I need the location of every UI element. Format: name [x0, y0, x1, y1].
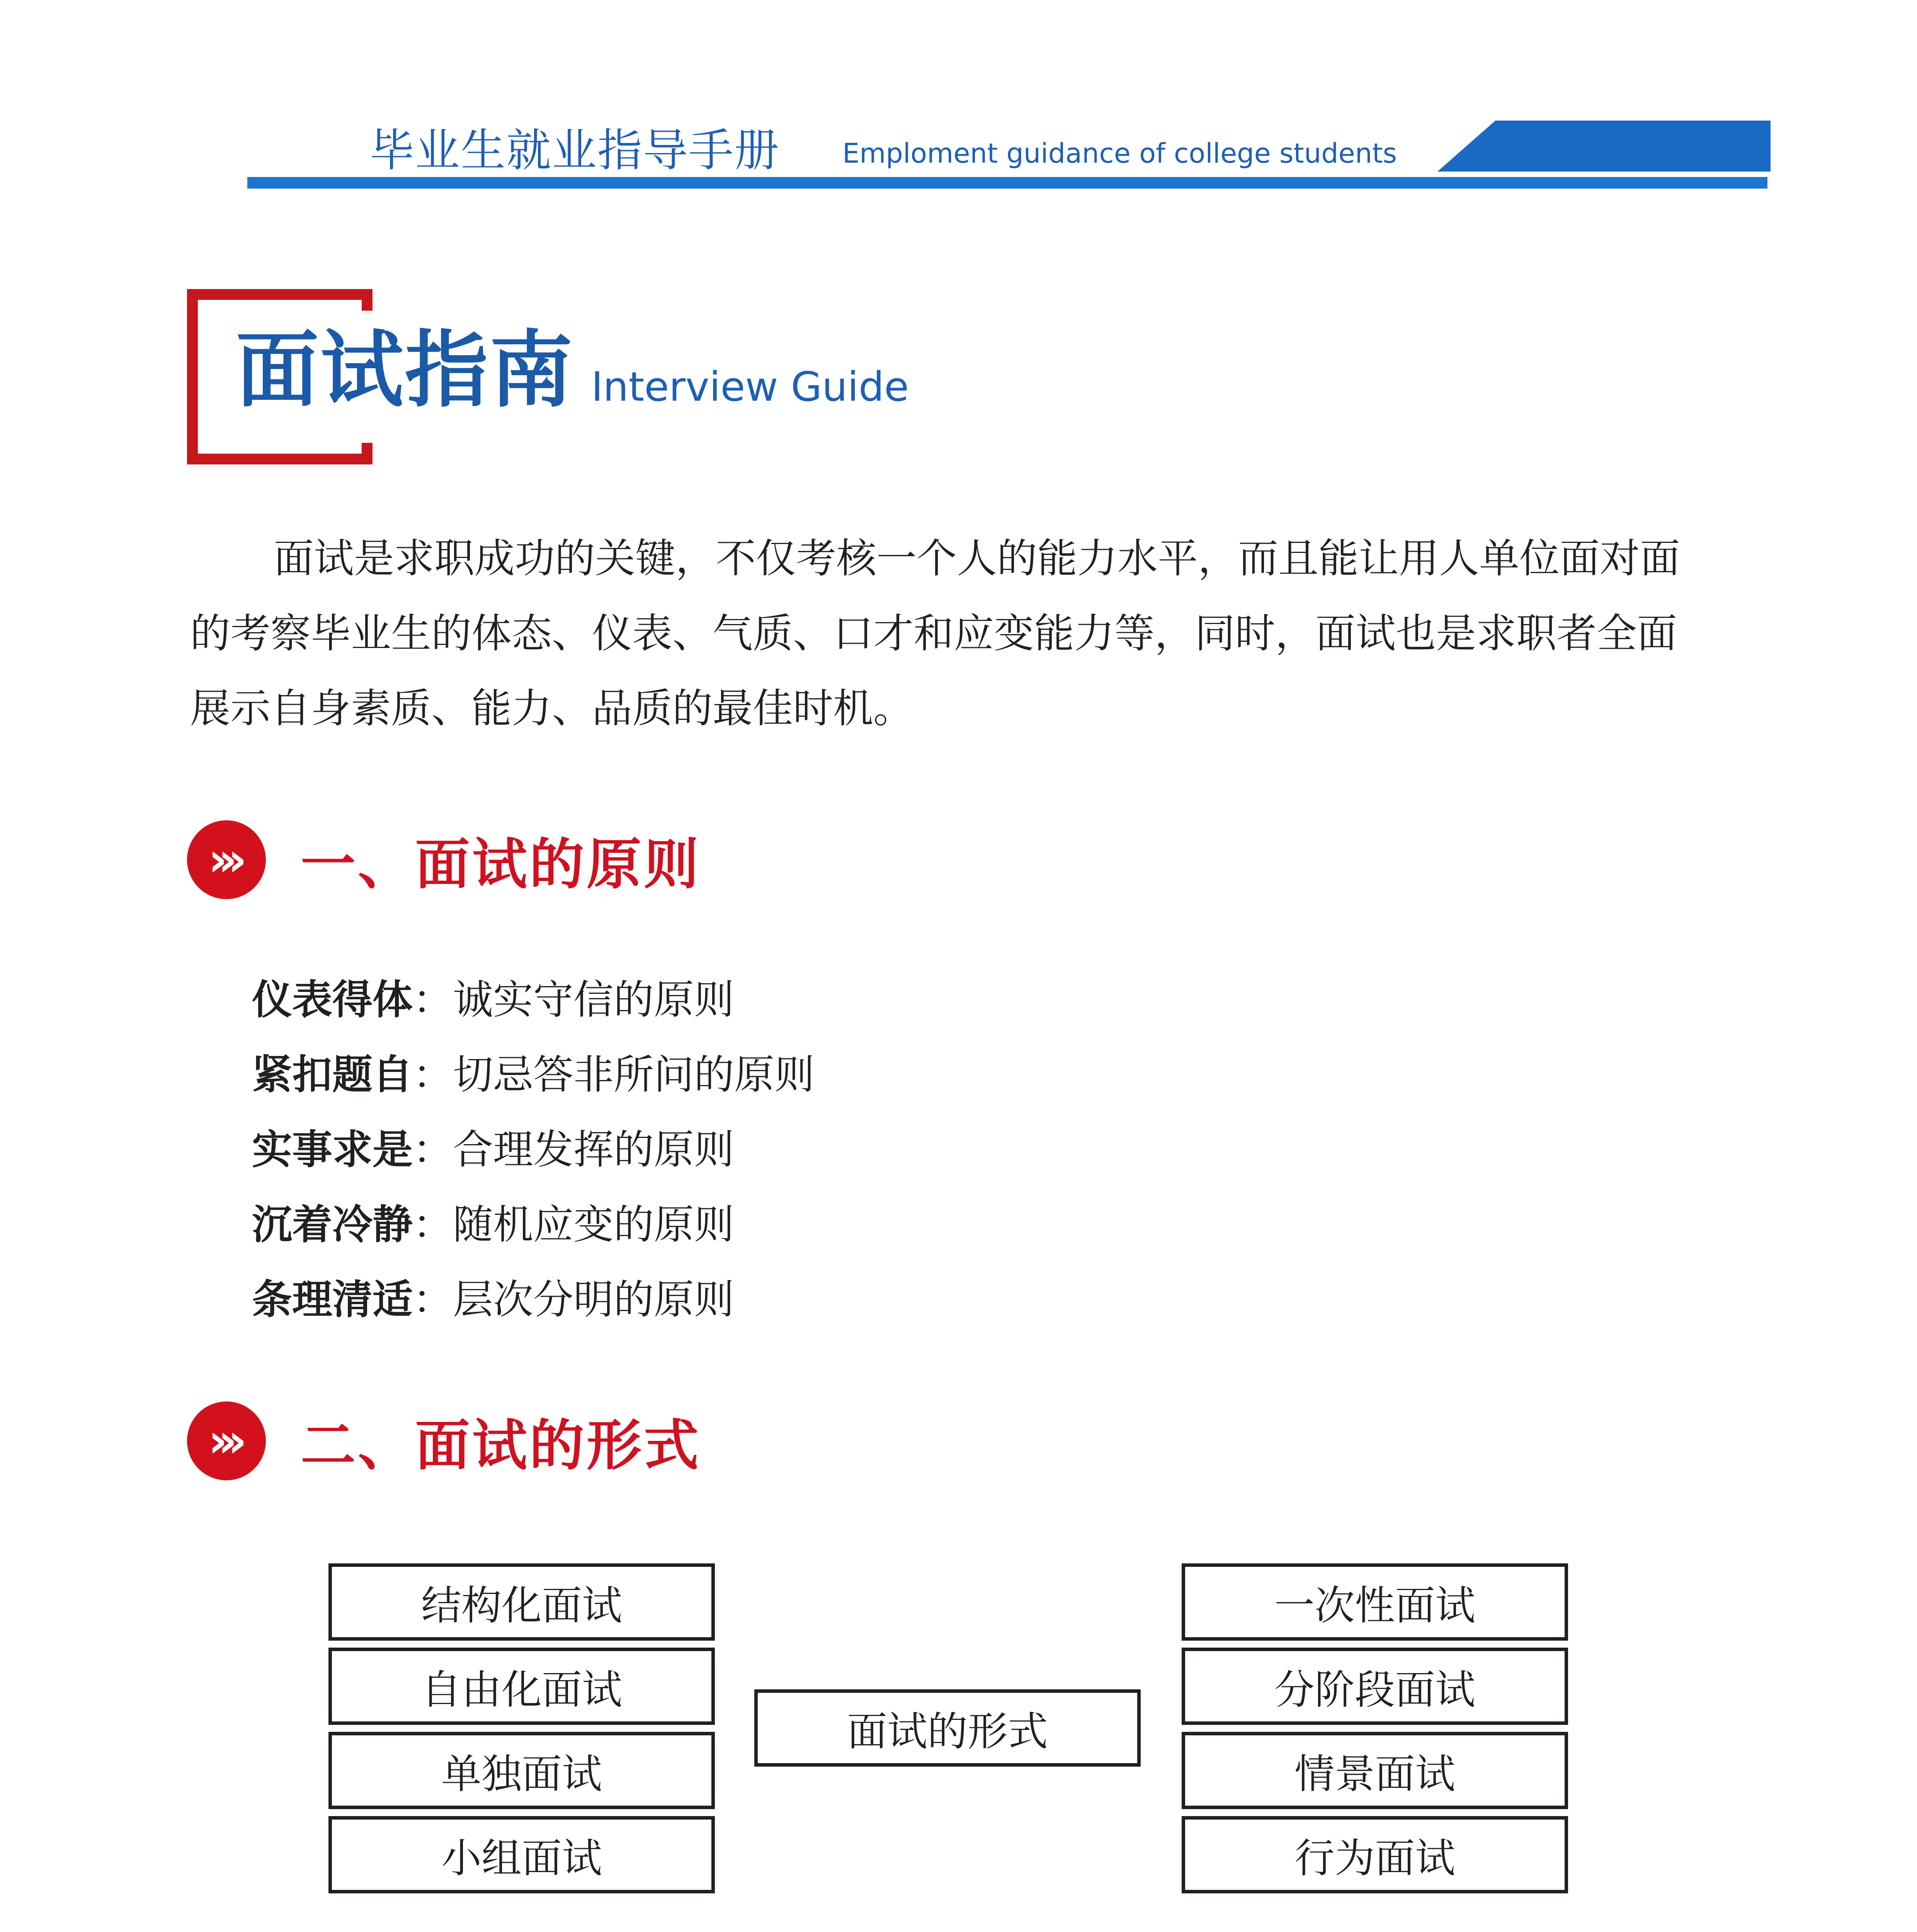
list-item — [252, 1037, 815, 1112]
form-box-right: 行为面试 — [1182, 1816, 1568, 1893]
section-title: 一、面试的原则 — [301, 833, 701, 896]
principle-key: 条理清适 — [252, 1276, 413, 1323]
principle-key: 紧扣题自 — [252, 1051, 413, 1098]
header-accent-wedge — [1437, 121, 1771, 172]
page-title-en: Interview Guide — [591, 363, 909, 410]
section-heading-forms — [187, 1400, 701, 1481]
principle-key: 实事求是 — [252, 1126, 413, 1173]
principle-value: 合理发挥的原则 — [453, 1126, 735, 1173]
list-item — [252, 1112, 815, 1187]
colon: ： — [413, 1126, 453, 1173]
principle-value: 层次分明的原则 — [453, 1276, 735, 1323]
colon: ： — [413, 976, 453, 1023]
colon: ： — [413, 1201, 453, 1248]
colon: ： — [413, 1051, 453, 1098]
form-box-left: 结构化面试 — [328, 1563, 715, 1641]
double-chevron-right-icon: ››› — [187, 1401, 266, 1480]
principle-value: 切忌答非所问的原则 — [453, 1051, 815, 1098]
colon: ： — [413, 1276, 453, 1323]
header-rule — [247, 177, 1767, 189]
principle-key: 沉着冷静 — [252, 1201, 413, 1248]
handbook-title: 毕业生就业指导手册 — [369, 124, 780, 177]
form-box-left: 小组面试 — [328, 1816, 715, 1893]
section-heading-principles — [187, 819, 701, 900]
principles-list — [252, 962, 815, 1337]
list-item — [252, 962, 815, 1037]
form-box-right: 情景面试 — [1182, 1732, 1568, 1809]
list-item — [252, 1262, 815, 1337]
intro-paragraph: 面试是求职成功的关键，不仅考核一个人的能力水平，而且能让用人单位面对面的考察毕业生的体态、仪表、气质、口才和应变能力等，同时，面试也是求职者全面展示自身素质、能力、品质的最佳时机。 — [190, 535, 1681, 732]
page-title: 面试指南 — [236, 321, 574, 418]
principle-value: 诚实守信的原则 — [453, 976, 735, 1023]
list-item — [252, 1187, 815, 1262]
principle-key: 仪表得体 — [252, 976, 413, 1023]
double-chevron-right-icon: ››› — [187, 820, 266, 899]
form-box-center: 面试的形式 — [754, 1689, 1141, 1767]
principle-value: 随机应变的原则 — [453, 1201, 735, 1248]
section-title: 二、面试的形式 — [301, 1414, 701, 1478]
form-box-right: 一次性面试 — [1182, 1563, 1568, 1641]
handbook-subtitle: Emploment guidance of college students — [842, 138, 1397, 169]
form-box-left: 单独面试 — [328, 1732, 715, 1809]
form-box-right: 分阶段面试 — [1182, 1648, 1568, 1725]
form-box-left: 自由化面试 — [328, 1648, 715, 1725]
